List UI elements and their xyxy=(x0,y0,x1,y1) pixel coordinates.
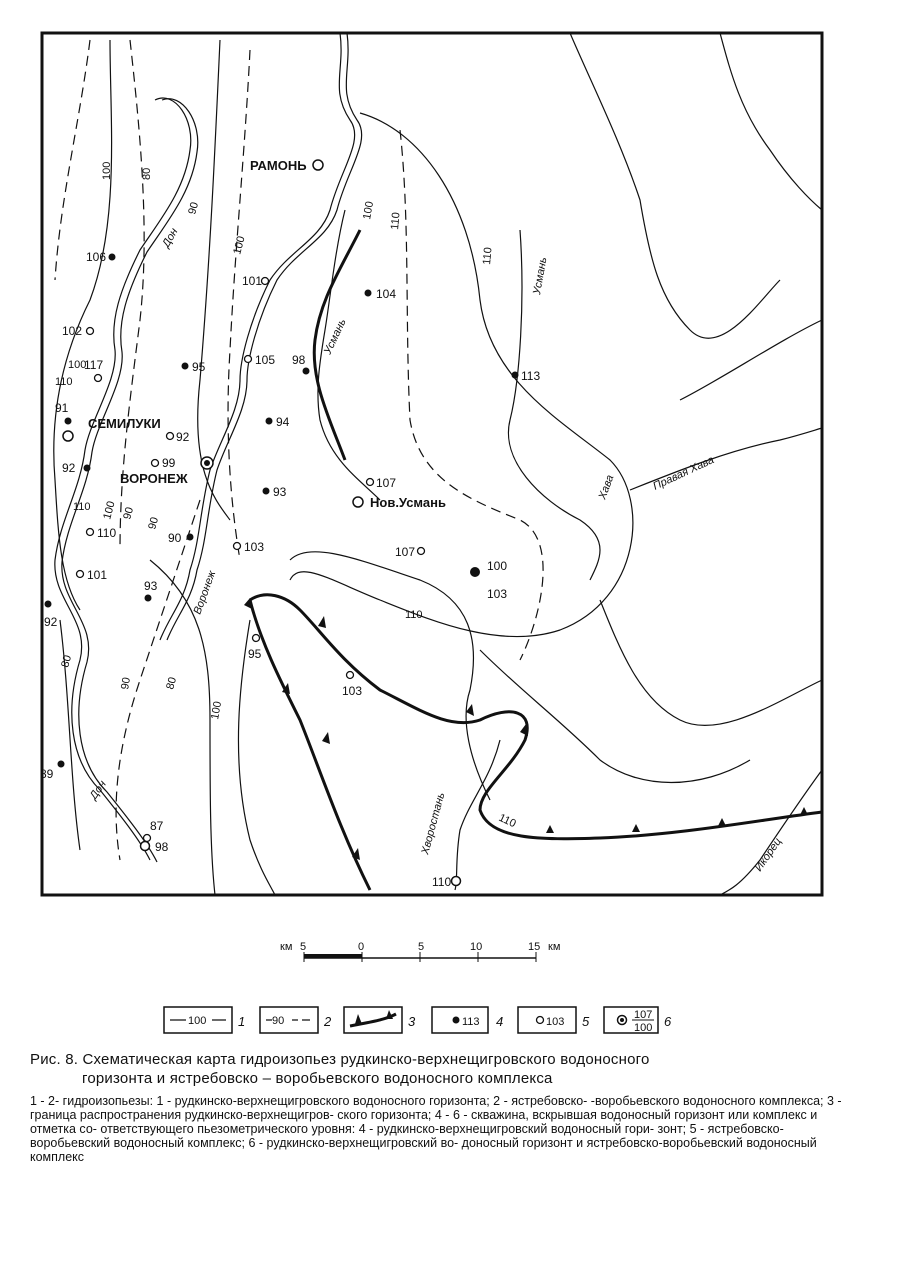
svg-text:98: 98 xyxy=(292,353,306,367)
svg-text:Правая Хава: Правая Хава xyxy=(651,454,716,493)
svg-text:101: 101 xyxy=(242,274,263,288)
svg-text:101: 101 xyxy=(87,568,108,582)
svg-text:4: 4 xyxy=(496,1014,504,1029)
svg-text:80: 80 xyxy=(59,653,75,669)
svg-text:100: 100 xyxy=(188,1015,207,1027)
svg-text:102: 102 xyxy=(62,324,83,338)
legend xyxy=(164,1007,672,1034)
svg-text:1: 1 xyxy=(238,1014,246,1029)
svg-text:113: 113 xyxy=(521,369,541,383)
svg-text:90: 90 xyxy=(119,676,134,691)
svg-text:100: 100 xyxy=(101,499,118,521)
svg-text:10: 10 xyxy=(470,941,483,953)
svg-text:100: 100 xyxy=(101,161,113,180)
caption-title-line2: горизонта и ястребовско – воробьевского водоносного комплекса xyxy=(82,1070,553,1087)
svg-text:90: 90 xyxy=(168,531,182,545)
svg-text:95: 95 xyxy=(248,647,262,661)
svg-text:80: 80 xyxy=(141,167,153,180)
svg-text:Дон: Дон xyxy=(87,778,109,802)
legend-item-2 xyxy=(260,1007,332,1033)
svg-text:100: 100 xyxy=(231,234,248,256)
svg-text:РАМОНЬ: РАМОНЬ xyxy=(250,158,307,173)
svg-text:СЕМИЛУКИ: СЕМИЛУКИ xyxy=(88,416,161,431)
svg-text:90: 90 xyxy=(146,515,162,531)
svg-text:103: 103 xyxy=(487,587,508,601)
svg-text:Нов.Усмань: Нов.Усмань xyxy=(370,495,446,510)
svg-text:5: 5 xyxy=(418,941,425,953)
svg-text:106: 106 xyxy=(86,250,107,264)
caption-body: 1 - 2- гидроизопьезы: 1 - рудкинско-верхнещигровского водоносного горизонта; 2 - ястребовско- -воробьевского водоносного комплекса; 3 - граница распространения рудкинско-верхнещигров- ского горизонта; 4 - 6 - скважина, вскрывшая водоносный горизонт или комплекс и отметка со- ответствующего пьезометрического уровня: 4 - рудкинско-верхнещигровский водоносный гори- зонт; 5 - ястребовско-воробьевский водоносный комплекс; 6 - рудкинско-верхнещигровский во- доносный горизонт и ястребовско-воробьевский водоносный комплекс xyxy=(30,1094,842,1164)
legend-item-6 xyxy=(604,1007,672,1034)
svg-text:103: 103 xyxy=(342,684,363,698)
svg-text:110: 110 xyxy=(496,811,518,831)
svg-text:110: 110 xyxy=(73,501,91,513)
svg-text:89: 89 xyxy=(40,767,54,781)
svg-text:Усмань: Усмань xyxy=(531,256,550,296)
legend-item-4 xyxy=(432,1007,503,1033)
svg-text:100: 100 xyxy=(634,1022,653,1034)
svg-text:Икорец: Икорец xyxy=(752,835,785,874)
svg-text:90: 90 xyxy=(272,1015,285,1027)
svg-text:Дон: Дон xyxy=(160,226,181,250)
svg-text:93: 93 xyxy=(144,579,158,593)
svg-text:104: 104 xyxy=(376,287,397,301)
svg-text:110: 110 xyxy=(97,526,117,540)
svg-text:99: 99 xyxy=(162,456,176,470)
svg-text:3: 3 xyxy=(408,1014,416,1029)
figure-caption xyxy=(30,1050,850,1164)
svg-text:Хава: Хава xyxy=(596,473,617,502)
legend-item-1 xyxy=(164,1007,245,1033)
svg-text:Хворостань: Хворостань xyxy=(419,791,448,856)
svg-text:98: 98 xyxy=(155,840,169,854)
svg-text:94: 94 xyxy=(276,415,290,429)
svg-text:ВОРОНЕЖ: ВОРОНЕЖ xyxy=(120,471,188,486)
svg-text:113: 113 xyxy=(462,1016,480,1028)
svg-text:110: 110 xyxy=(481,246,495,266)
svg-text:107: 107 xyxy=(634,1009,653,1021)
legend-item-3 xyxy=(344,1007,416,1033)
svg-text:95: 95 xyxy=(192,360,206,374)
caption-title xyxy=(30,1050,850,1088)
svg-text:Воронеж: Воронеж xyxy=(191,569,219,617)
svg-text:103: 103 xyxy=(546,1016,565,1028)
scale-bar xyxy=(280,941,560,962)
svg-text:87: 87 xyxy=(150,819,164,833)
legend-item-5 xyxy=(518,1007,590,1033)
svg-text:107: 107 xyxy=(376,476,397,490)
svg-text:100: 100 xyxy=(487,559,508,573)
svg-text:92: 92 xyxy=(44,615,58,629)
svg-text:100: 100 xyxy=(361,200,377,221)
svg-text:110: 110 xyxy=(405,609,423,621)
svg-text:0: 0 xyxy=(358,941,365,953)
svg-text:км: км xyxy=(548,941,561,953)
svg-text:92: 92 xyxy=(176,430,190,444)
svg-text:км: км xyxy=(280,941,293,953)
svg-text:110: 110 xyxy=(389,211,403,231)
svg-text:110: 110 xyxy=(432,875,452,889)
svg-text:107: 107 xyxy=(395,545,416,559)
svg-text:80: 80 xyxy=(164,675,180,691)
svg-text:90: 90 xyxy=(121,505,137,521)
svg-text:117: 117 xyxy=(84,358,104,372)
svg-text:15: 15 xyxy=(528,941,541,953)
svg-text:5: 5 xyxy=(582,1014,590,1029)
svg-text:110: 110 xyxy=(55,376,73,388)
svg-text:100: 100 xyxy=(68,359,87,371)
svg-text:91: 91 xyxy=(55,401,69,415)
svg-text:100: 100 xyxy=(209,700,225,721)
svg-text:6: 6 xyxy=(664,1014,672,1029)
svg-text:93: 93 xyxy=(273,485,287,499)
svg-text:Усмань: Усмань xyxy=(321,316,349,357)
svg-text:5: 5 xyxy=(300,941,307,953)
svg-text:92: 92 xyxy=(62,461,76,475)
svg-text:90: 90 xyxy=(186,200,202,216)
svg-text:103: 103 xyxy=(244,540,265,554)
svg-text:105: 105 xyxy=(255,353,276,367)
caption-title-line1: Рис. 8. Схематическая карта гидроизопьез рудкинско-верхнещигровского водоносного xyxy=(30,1051,650,1068)
svg-text:2: 2 xyxy=(324,1014,332,1029)
